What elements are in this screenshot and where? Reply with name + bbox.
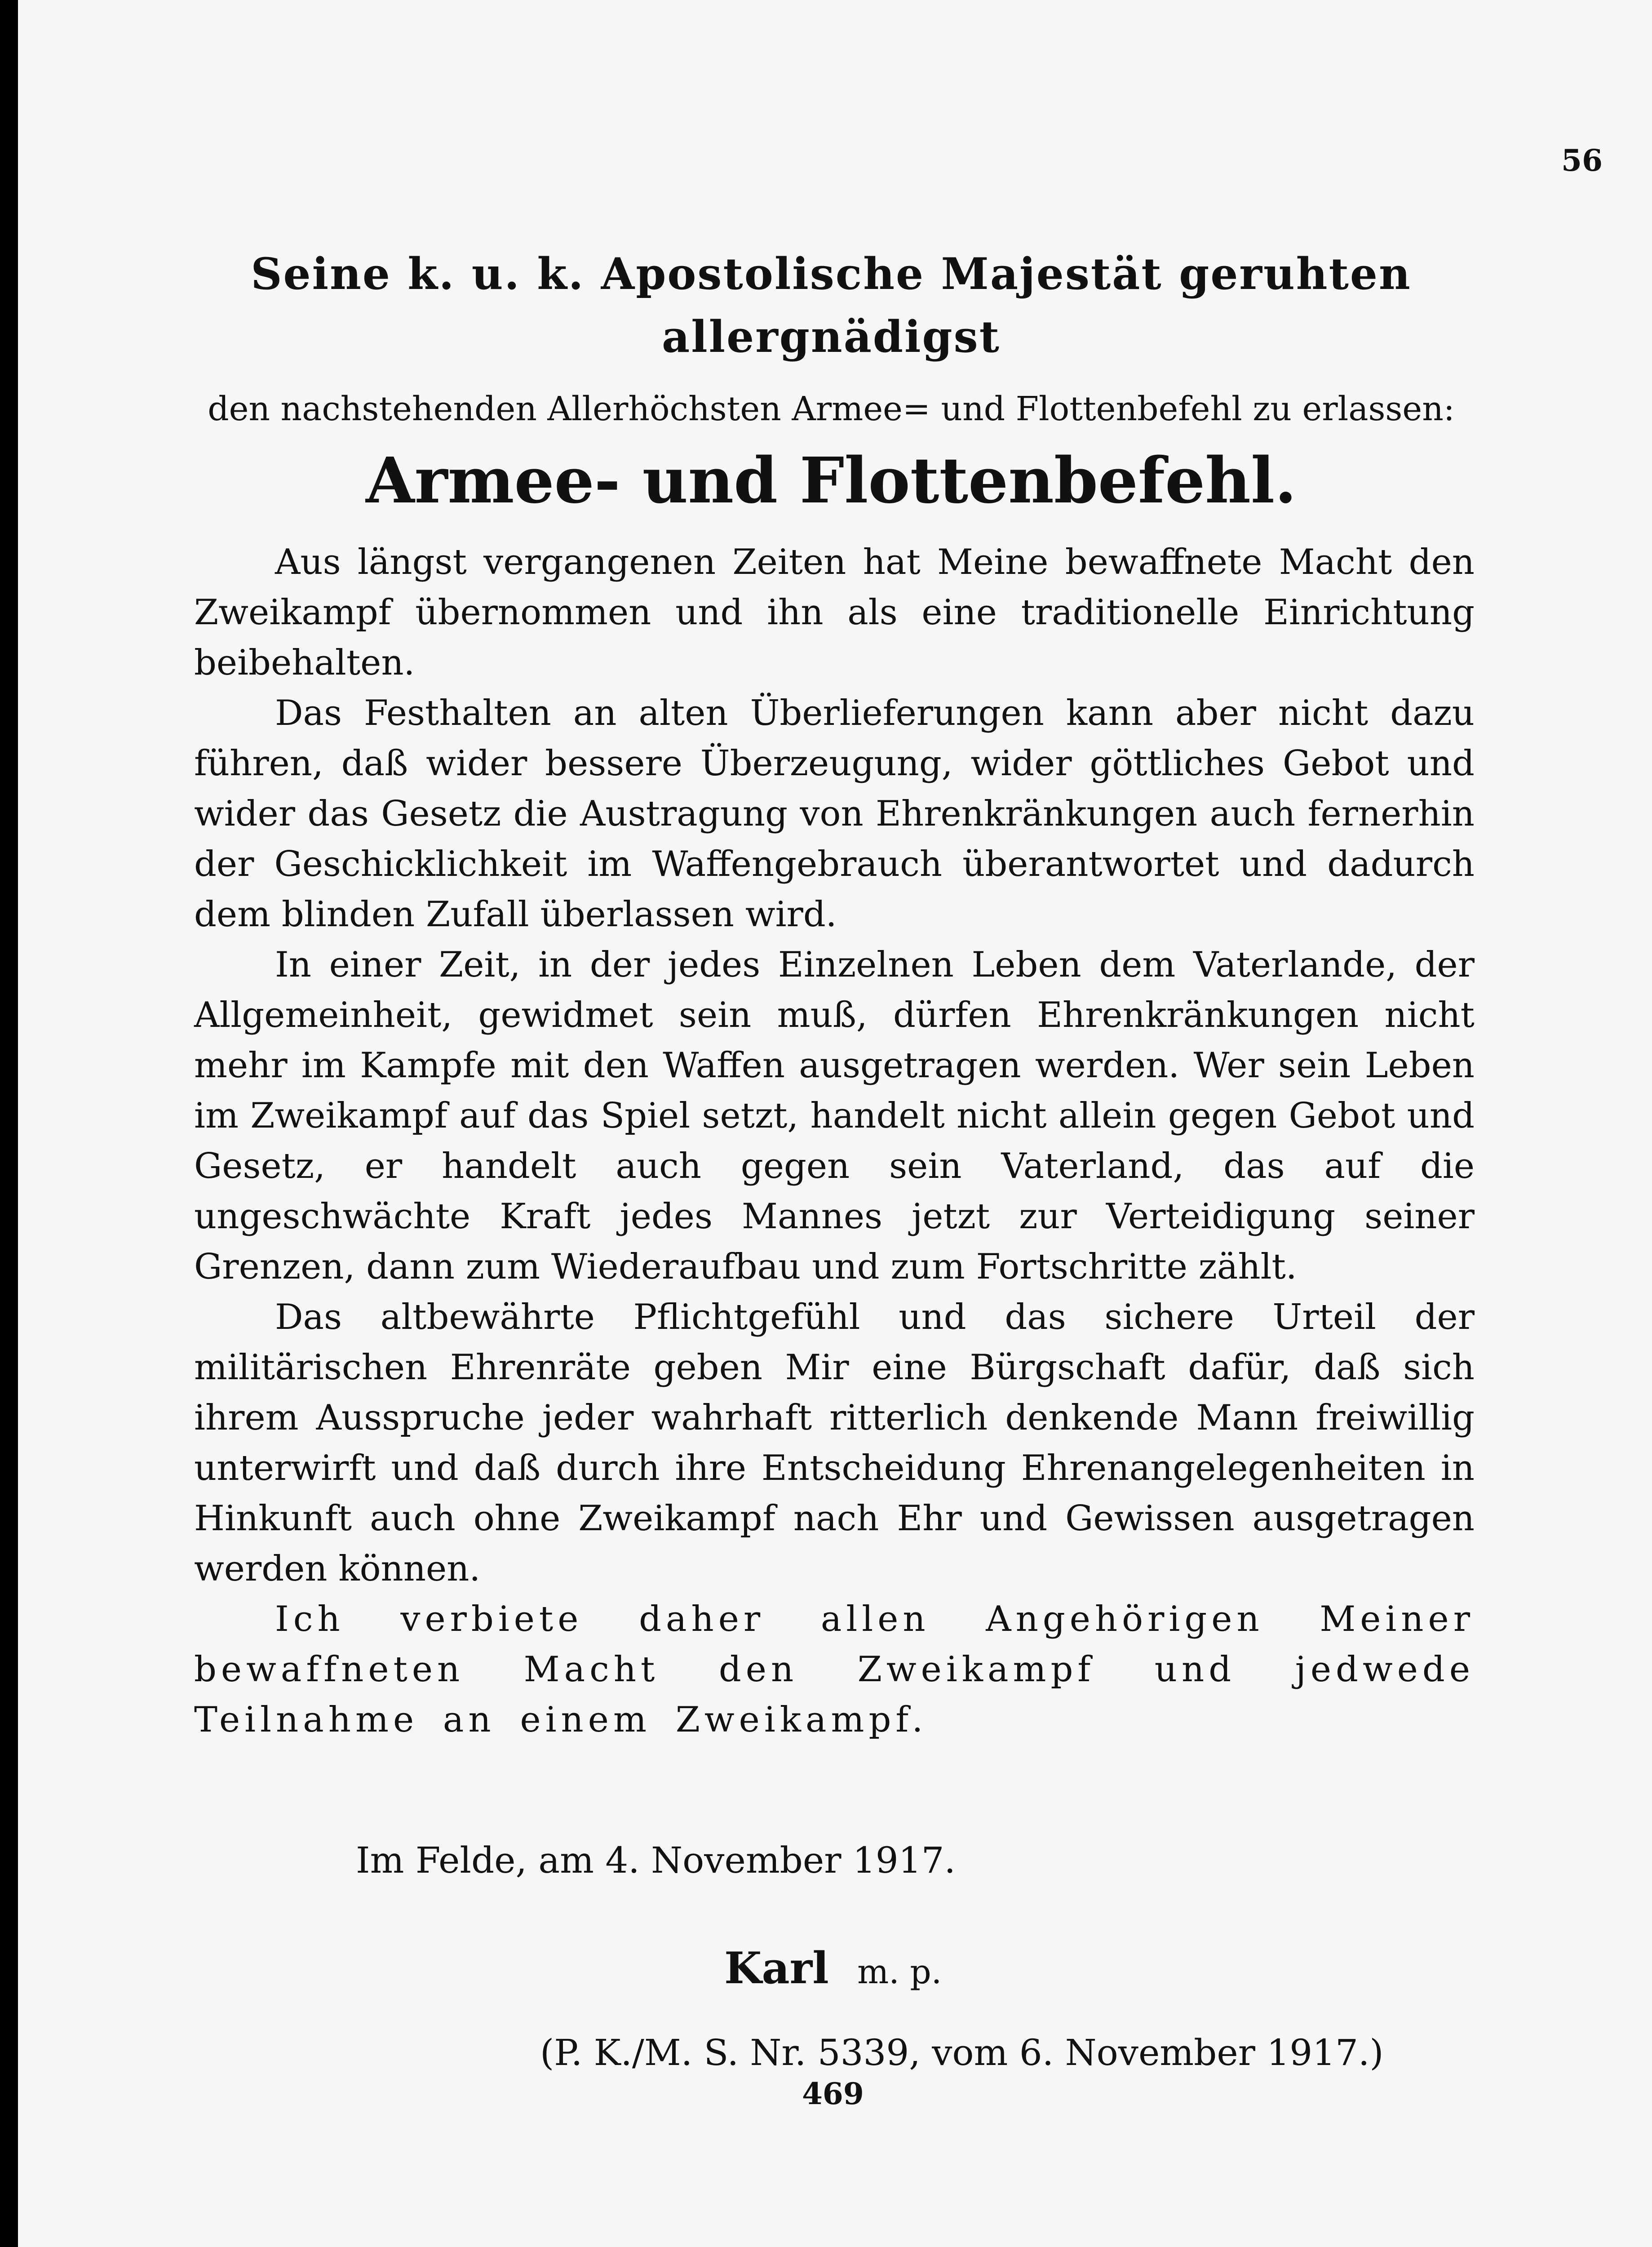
closing-block (194, 1834, 1475, 2080)
place-date: Im Felde, am 4. November 1917. (356, 1839, 956, 1881)
footer-page-number: 469 (802, 2076, 864, 2111)
paragraph-3: In einer Zeit, in der jedes Einzelnen Leben dem Vaterlande, der Allgemeinheit, gewidmet sein muß, dürfen Ehrenkränkungen nicht mehr im Kampfe mit den Waffen ausgetragen werden. Wer sein Leben im Zweikampf auf das Spiel setzt, handelt nicht allein gegen Gebot und Gesetz, er handelt auch gegen sein Vaterland, das auf die ungeschwächte Kraft jedes Mannes jetzt zur Verteidigung seiner Grenzen, dann zum Wiederaufbau und zum Fortschritte zählt. (194, 945, 1475, 1287)
reference-line: (P. K./M. S. Nr. 5339, vom 6. November 1917.) (540, 2032, 1384, 2074)
paragraph-4: Das altbewährte Pflichtgefühl und das sichere Urteil der militärischen Ehrenräte geben Mir eine Bürgschaft dafür, daß sich ihrem Ausspruche jeder wahrhaft ritterlich denkende Mann freiwillig unterwirft und daß durch ihre Entscheidung Ehrenangelegenheiten in Hinkunft auch ohne Zweikampf nach Ehr und Gewissen ausgetragen werden können. (194, 1297, 1475, 1589)
signature-name: Karl (724, 1943, 829, 1994)
paragraph-5: Ich verbiete daher allen Angehörigen Meiner bewaffneten Macht den Zweikampf und jedwede Teilnahme an einem Zweikampf. (194, 1599, 1475, 1740)
decree-intro (180, 243, 1483, 440)
paragraph-2: Das Festhalten an alten Überlieferungen kann aber nicht dazu führen, daß wider bessere Überzeugung, wider göttliches Gebot und wider das Gesetz die Austragung von Ehrenkränkungen auch fernerhin der Geschicklichkeit im Waffengebrauch überantwortet und dadurch dem blinden Zufall überlassen wird. (194, 693, 1475, 935)
signature (194, 1941, 1475, 1999)
paragraph-1: Aus längst vergangenen Zeiten hat Meine bewaffnete Macht den Zweikampf übernommen und ihn als eine traditionelle Einrichtung beibehalten. (194, 542, 1475, 683)
signature-suffix: m. p. (857, 1953, 942, 1991)
document-title: Armee- und Flottenbefehl. (366, 444, 1297, 518)
page-number: 56 (1561, 143, 1603, 178)
intro-line-2: den nachstehenden Allerhöchsten Armee= und Flottenbefehl zu erlassen: (208, 390, 1455, 428)
document-page (18, 0, 1652, 2247)
body-text (194, 537, 1475, 1745)
intro-line-1: Seine k. u. k. Apostolische Majestät geruhten allergnädigst (251, 249, 1412, 362)
